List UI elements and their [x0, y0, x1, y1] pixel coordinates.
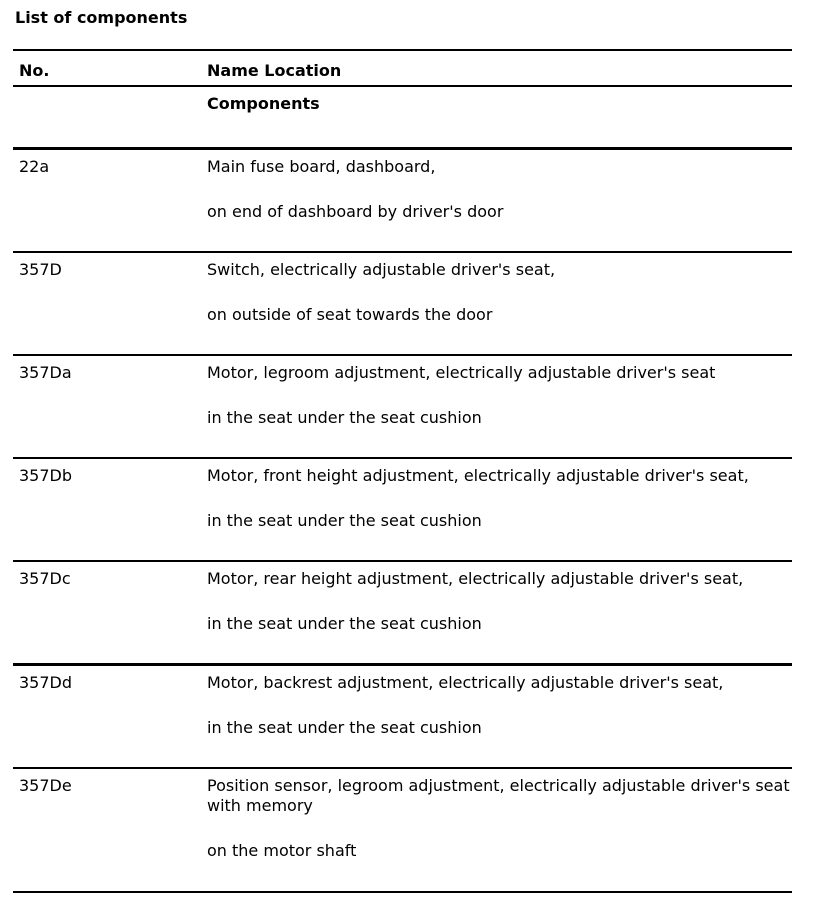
- component-number: 357D: [19, 260, 62, 279]
- component-description: [207, 356, 792, 428]
- component-description: [207, 666, 792, 738]
- page-title: List of components: [15, 8, 188, 27]
- header-components: Components: [207, 94, 320, 113]
- component-name: Motor, rear height adjustment, electrically adjustable driver's seat,: [207, 569, 744, 588]
- component-name: Switch, electrically adjustable driver's seat,: [207, 260, 556, 279]
- table-row: [13, 150, 792, 253]
- component-number: 357De: [19, 776, 72, 795]
- component-name: Motor, backrest adjustment, electrically adjustable driver's seat,: [207, 673, 724, 692]
- header-no: No.: [19, 61, 50, 80]
- components-table: [13, 49, 792, 893]
- table-subheader: [13, 87, 792, 150]
- component-location: in the seat under the seat cushion: [207, 511, 482, 530]
- component-location: on the motor shaft: [207, 841, 357, 860]
- component-description: [207, 253, 792, 325]
- header-name-location: Name Location: [207, 61, 342, 80]
- component-location: on outside of seat towards the door: [207, 305, 493, 324]
- component-number: 357Db: [19, 466, 73, 485]
- component-number: 357Dd: [19, 673, 73, 692]
- table-row: [13, 769, 792, 893]
- component-number: 22a: [19, 157, 50, 176]
- table-body: [13, 150, 792, 893]
- component-description: [207, 562, 792, 634]
- table-header: [13, 49, 792, 87]
- component-name: Motor, front height adjustment, electrically adjustable driver's seat,: [207, 466, 749, 485]
- table-row: [13, 666, 792, 769]
- component-location: in the seat under the seat cushion: [207, 718, 482, 737]
- component-number: 357Da: [19, 363, 72, 382]
- component-description: [207, 459, 792, 531]
- table-row: [13, 562, 792, 666]
- component-location: in the seat under the seat cushion: [207, 408, 482, 427]
- component-name: Main fuse board, dashboard,: [207, 157, 436, 176]
- table-row: [13, 253, 792, 356]
- component-description: [207, 150, 792, 222]
- component-description: [207, 769, 792, 861]
- component-name: Motor, legroom adjustment, electrically adjustable driver's seat: [207, 363, 716, 382]
- component-name: Position sensor, legroom adjustment, electrically adjustable driver's seat with memory: [207, 776, 790, 815]
- component-location: on end of dashboard by driver's door: [207, 202, 504, 221]
- table-row: [13, 356, 792, 459]
- component-number: 357Dc: [19, 569, 71, 588]
- component-location: in the seat under the seat cushion: [207, 614, 482, 633]
- table-row: [13, 459, 792, 562]
